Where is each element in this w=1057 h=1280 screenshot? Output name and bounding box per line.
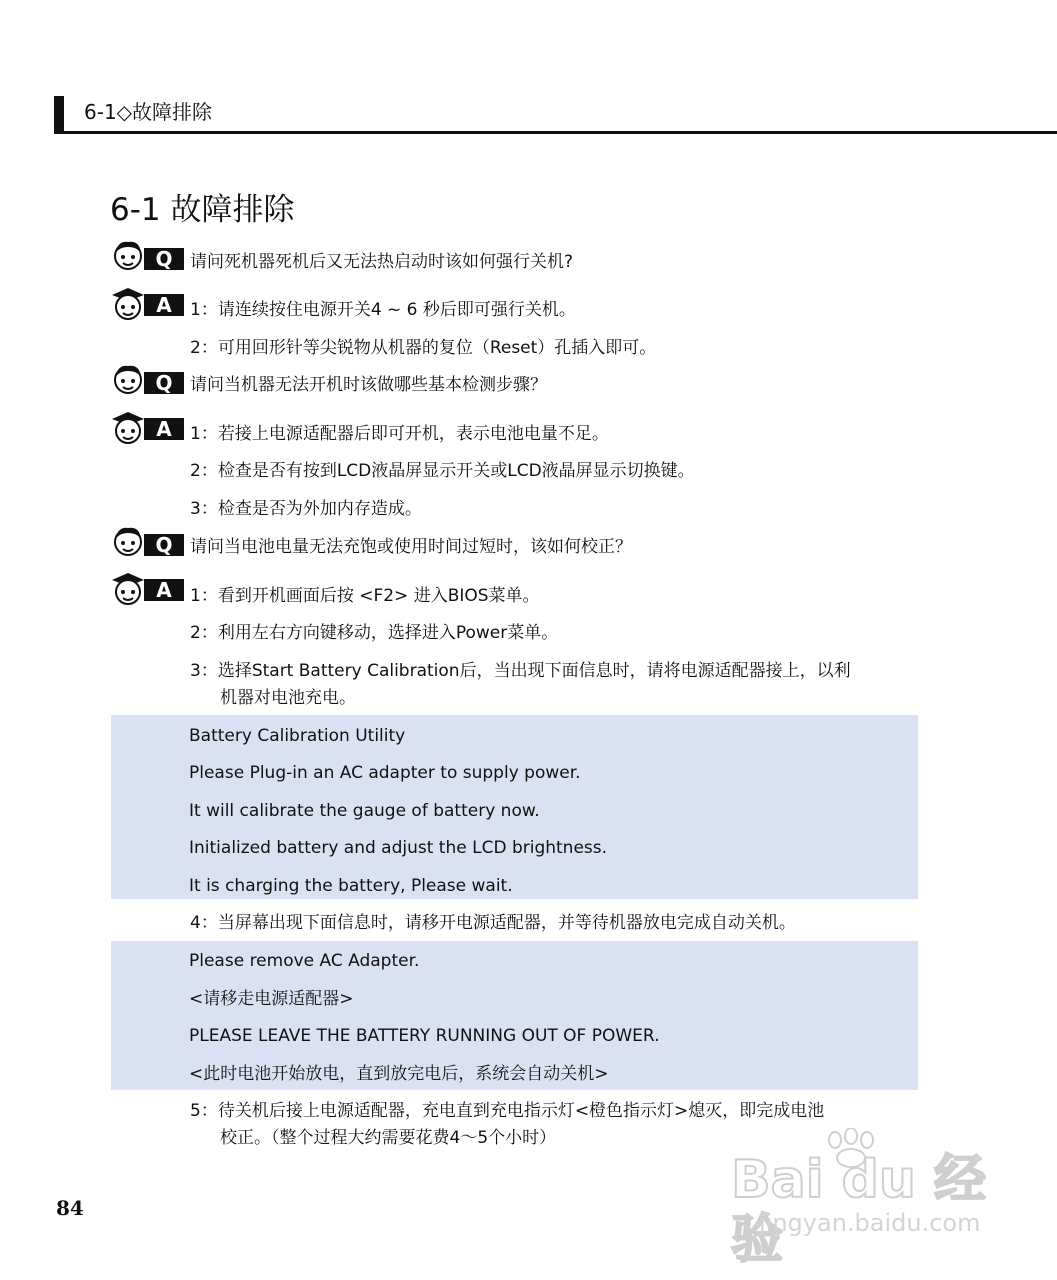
step-5: 5：待关机后接上电源适配器，充电直到充电指示灯<橙色指示灯>熄灭，即完成电池 (190, 1101, 825, 1121)
step-4: 4：当屏幕出现下面信息时，请移开电源适配器，并等待机器放电完成自动关机。 (190, 913, 796, 933)
section-header: 6-1◇故障排除 (84, 100, 213, 124)
question-1: 请问死机器死机后又无法热启动时该如何强行关机? (190, 252, 574, 272)
screen2-line-4: <此时电池开始放电，直到放完电后，系统会自动关机> (189, 1064, 609, 1084)
header-rule (54, 131, 1057, 134)
answer-2-3: 3：检查是否为外加内存造成。 (190, 499, 422, 519)
badge-a-letter: A (156, 293, 172, 317)
answer-2-2: 2：检查是否有按到LCD液晶屏显示开关或LCD液晶屏显示切换键。 (190, 461, 695, 481)
page-title: 6-1 故障排除 (110, 192, 295, 228)
answer-2-1: 1：若接上电源适配器后即可开机，表示电池电量不足。 (190, 424, 609, 444)
question-badge-icon (110, 362, 184, 398)
answer-3-1: 1：看到开机画面后按 <F2> 进入BIOS菜单。 (190, 586, 540, 606)
question-badge-icon (110, 238, 184, 274)
watermark-url: jingyan.baidu.com (759, 1209, 981, 1237)
badge-a-letter: A (156, 578, 172, 602)
badge-q-letter: Q (155, 371, 173, 395)
screen1-line-2: Please Plug-in an AC adapter to supply power. (189, 763, 581, 783)
question-2: 请问当机器无法开机时该做哪些基本检测步骤？ (190, 375, 547, 395)
screen1-line-5: It is charging the battery, Please wait. (189, 876, 513, 896)
question-badge-icon (110, 524, 184, 560)
answer-3-2: 2：利用左右方向键移动，选择进入Power菜单。 (190, 623, 559, 643)
answer-badge-icon (110, 286, 184, 322)
baidu-watermark (731, 1150, 991, 1270)
screen2-line-1: Please remove AC Adapter. (189, 951, 420, 971)
header-bar-mark (54, 96, 64, 134)
answer-badge-icon (110, 410, 184, 446)
screen2-line-3: PLEASE LEAVE THE BATTERY RUNNING OUT OF POWER. (189, 1026, 660, 1046)
step-5-cont: 校正。（整个过程大约需要花费4～5个小时） (220, 1128, 557, 1148)
answer-badge-icon (110, 571, 184, 607)
screen1-line-4: Initialized battery and adjust the LCD brightness. (189, 838, 608, 858)
screen1-line-1: Battery Calibration Utility (189, 726, 406, 746)
badge-a-letter: A (156, 417, 172, 441)
badge-q-letter: Q (155, 247, 173, 271)
screen2-line-2: <请移走电源适配器> (189, 989, 354, 1009)
page-number: 84 (56, 1196, 84, 1220)
watermark-brand: Bai du 经验 (731, 1150, 986, 1270)
question-3: 请问当电池电量无法充饱或使用时间过短时，该如何校正？ (190, 537, 632, 557)
badge-q-letter: Q (155, 533, 173, 557)
answer-1-2: 2：可用回形针等尖锐物从机器的复位（Reset）孔插入即可。 (190, 338, 657, 358)
answer-3-3: 3：选择Start Battery Calibration后，当出现下面信息时，请将电源适配器接上，以利 (190, 661, 851, 681)
answer-3-3-cont: 机器对电池充电。 (220, 688, 356, 708)
screen1-line-3: It will calibrate the gauge of battery now. (189, 801, 540, 821)
answer-1-1: 1：请连续按住电源开关4 ~ 6 秒后即可强行关机。 (190, 300, 576, 320)
